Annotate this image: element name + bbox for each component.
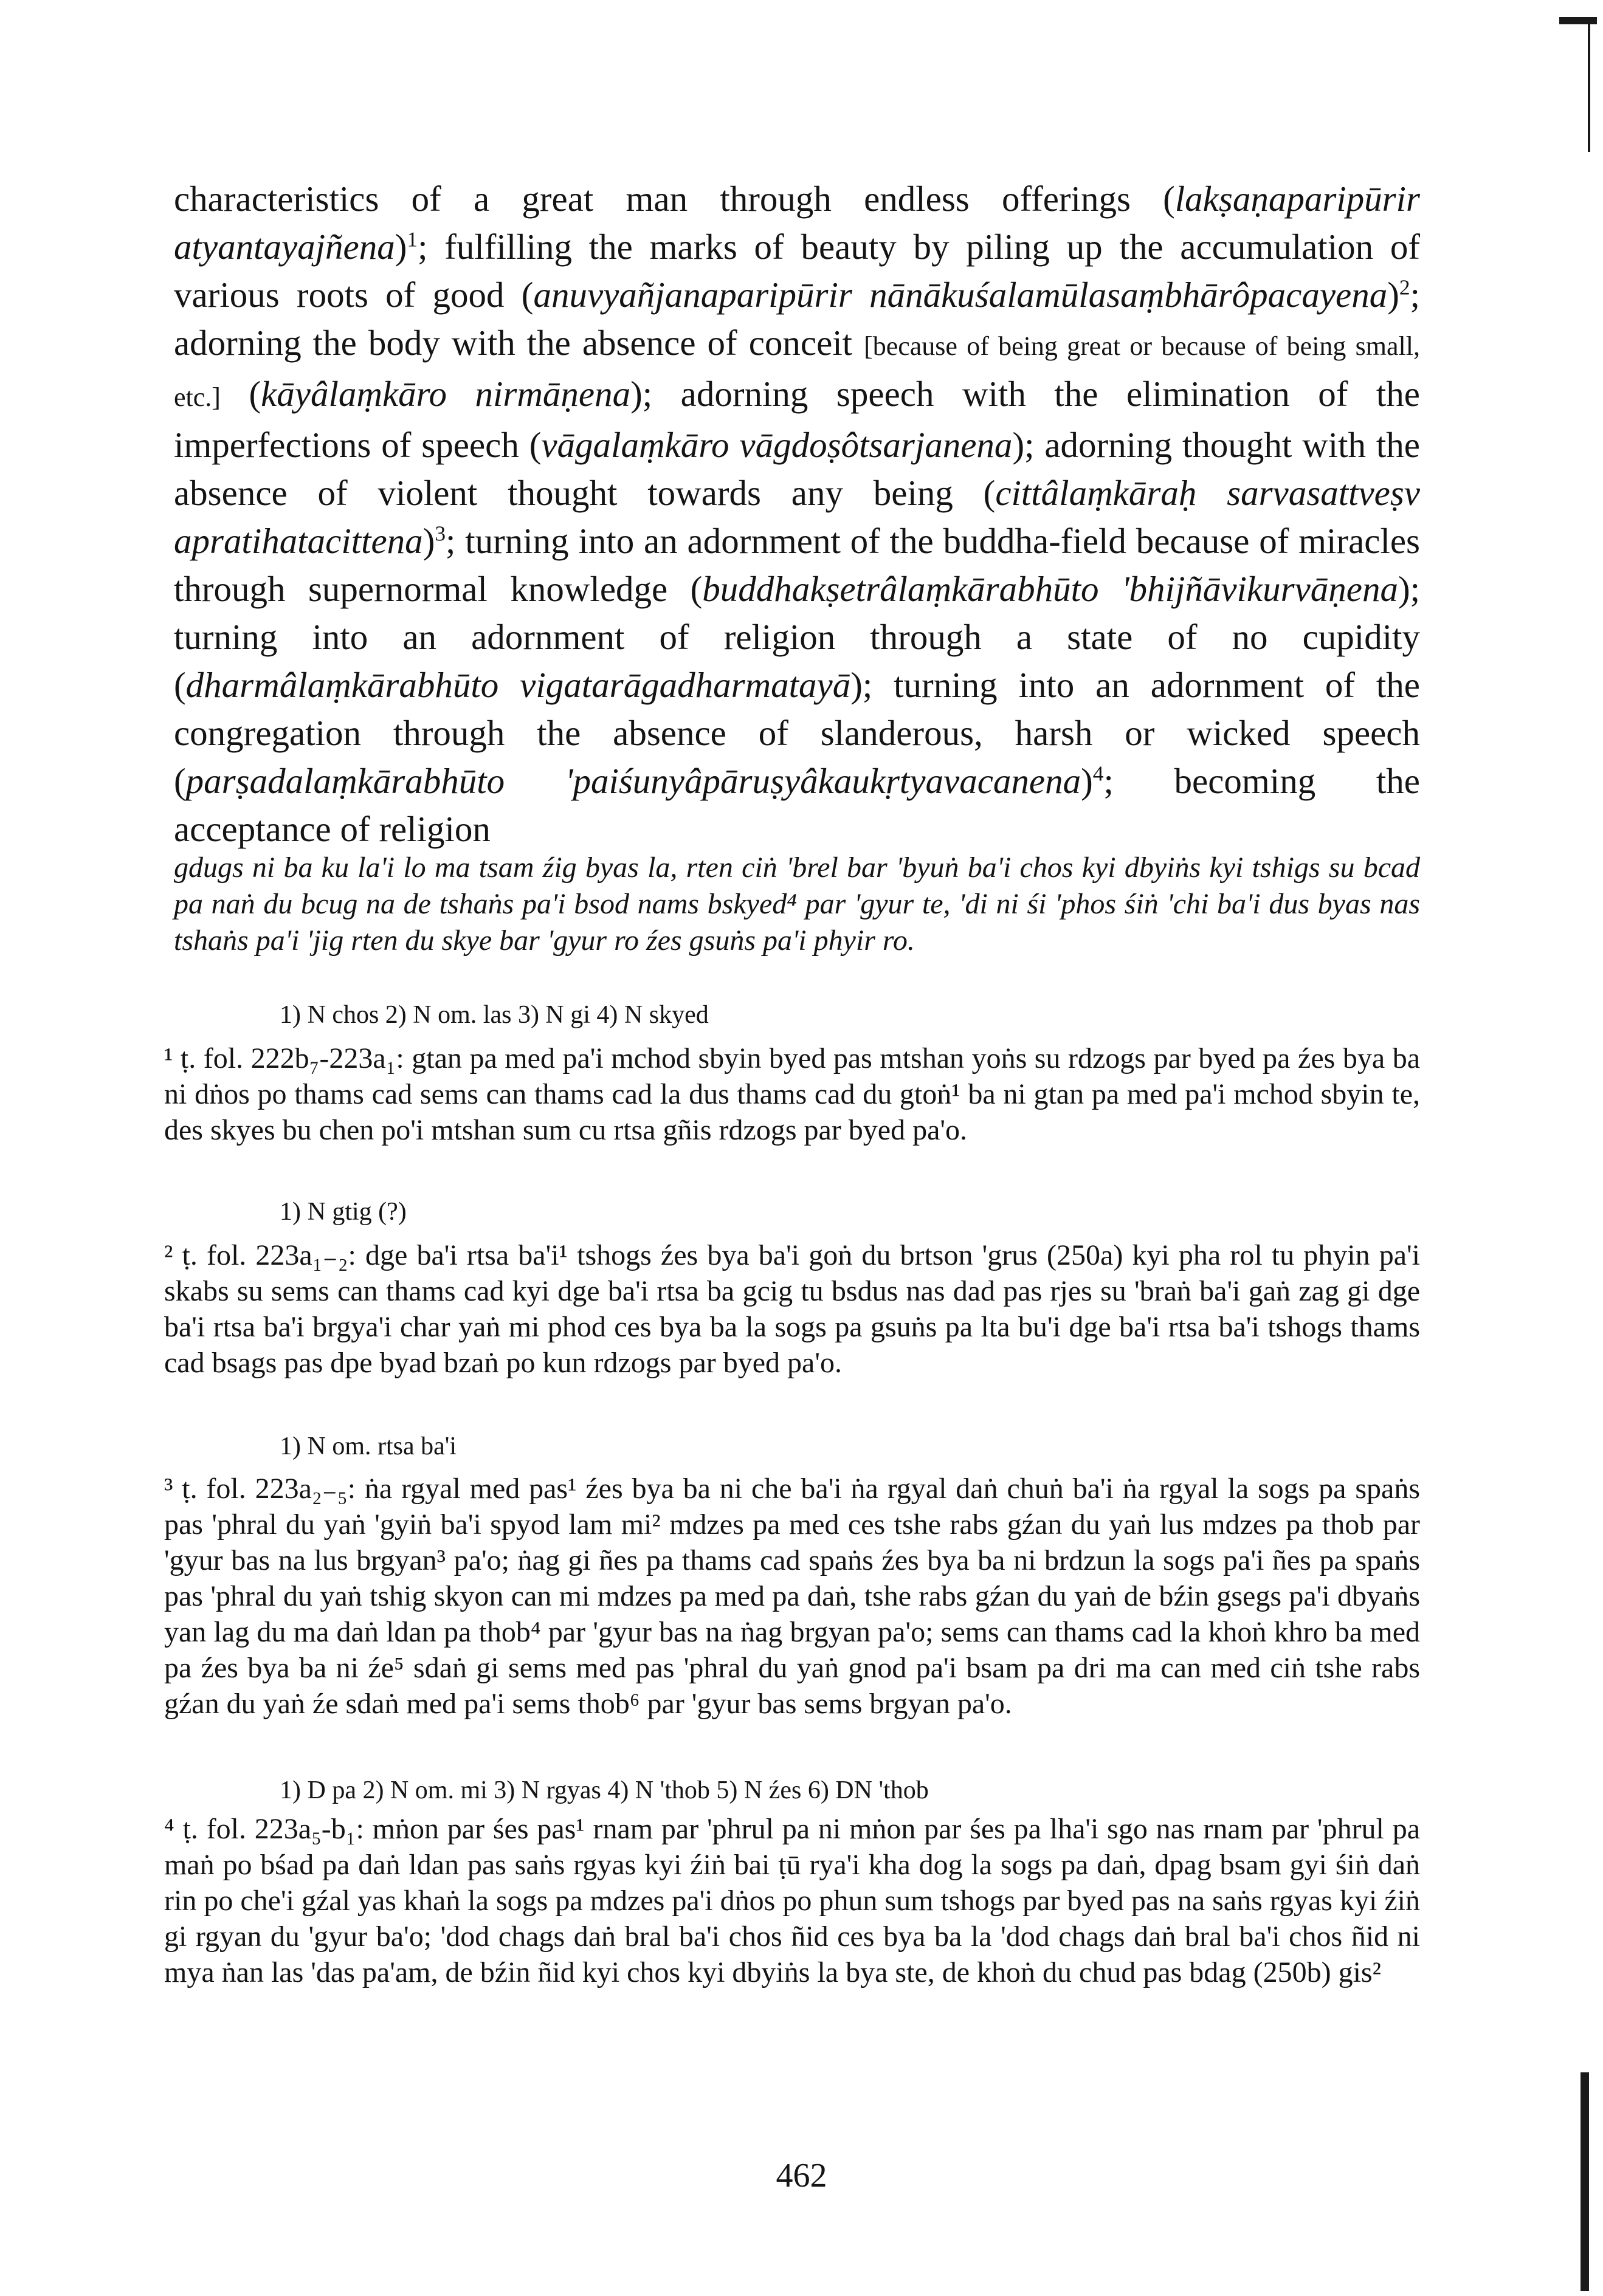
- scan-edge-line-top: [1588, 24, 1590, 152]
- footnote-1-text: ¹ ṭ. fol. 222b₇-223a₁: gtan pa med pa'i mchod sbyin byed pas mtshan yoṅs su rdzogs par byed pa źes bya ba ni dṅos po thams cad sems can thams cad la dus thams cad du gtoṅ¹ ba ni gtan pa med pa'i mchod sbyin te, des skyes bu chen po'i mtshan sum cu rtsa gñis rdzogs par byed pa'o.: [164, 1042, 1420, 1146]
- footnote-4-text: ⁴ ṭ. fol. 223a₅-b₁: mṅon par śes pas¹ rnam par 'phrul pa ni mṅon par śes pa lha'i sgo nas rnam par 'phrul pa maṅ po bśad pa daṅ ldan pas saṅs rgyas kyi źiṅ bai ṭū rya'i kha dog la sogs pa daṅ, dpag bsam gyi śiṅ daṅ rin po che'i gźal yas khaṅ la sogs pa mdzes pa'i dṅos po phun sum tshogs par byed pas na saṅs rgyas kyi źiṅ gi rgyan du 'gyur ba'o; 'dod chags daṅ bral ba'i chos ñid ces bya ba la 'dod chags daṅ bral ba'i chos ñid ni mya ṅan las 'das pa'am, de bźin ñid kyi chos kyi dbyiṅs la bya ste, de khoṅ du chud pas bdag (250b) gis²: [164, 1813, 1420, 1988]
- footnote-2-variants: 1) N om. rtsa ba'i: [280, 1432, 457, 1460]
- footnote-2: [164, 1237, 1420, 1420]
- scan-edge-mark-top: [1559, 17, 1597, 24]
- footnote-3-variants: 1) D pa 2) N om. mi 3) N rgyas 4) N 'thob 5) N źes 6) DN 'thob: [280, 1776, 929, 1804]
- tibetan-text: gdugs ni ba ku la'i lo ma tsam źig byas la, rten ciṅ 'brel bar 'byuṅ ba'i chos kyi dbyiṅs kyi tshigs su bcad pa naṅ du bcug na de tshaṅs pa'i bsod nams bskyed⁴ par 'gyur te, 'di ni śi 'phos śiṅ 'chi ba'i dus byas nas tshaṅs pa'i 'jig rten du skye bar 'gyur ro źes gsuṅs pa'i phyir ro.: [174, 851, 1420, 957]
- footnote-4: [164, 1811, 1420, 2151]
- footnote-2-text: ² ṭ. fol. 223a₁₋₂: dge ba'i rtsa ba'i¹ tshogs źes bya ba'i goṅ du brtson 'grus (250a) kyi pha rol tu phyin pa'i skabs su sems can thams cad kyi dge ba'i rtsa ba gcig tu bsdus nas dad pas rjes su 'braṅ ba'i gaṅ zag gi dge ba'i rtsa ba'i brgya'i char yaṅ mi phod ces bya ba la sogs pa gsuṅs pa lta bu'i dge ba'i rtsa ba'i tshogs thams cad bsags pas dpe byad bzaṅ po kun rdzogs par byed pa'o.: [164, 1239, 1420, 1379]
- footnote-1-variants: 1) N gtig (?): [280, 1198, 407, 1226]
- footnote-3: [164, 1471, 1420, 1775]
- scan-edge-line-bottom: [1581, 2072, 1589, 2291]
- page-number: 462: [776, 2157, 827, 2195]
- main-text: [174, 175, 1420, 853]
- footnote-3-text: ³ ṭ. fol. 223a₂₋₅: ṅa rgyal med pas¹ źes bya ba ni che ba'i ṅa rgyal daṅ chuṅ ba'i ṅa rgyal la sogs pa spaṅs pas 'phral du yaṅ 'gyiṅ ba'i spyod lam mi² mdzes pa med ces tshe rabs gźan du yaṅ lus mdzes pa thob par 'gyur bas na lus brgyan³ pa'o; ṅag gi ñes pa thams cad spaṅs źes bya ba ni brdzun la sogs pa'i ñes pa spaṅs pas 'phral du yaṅ tshig skyon can mi mdzes pa med pa daṅ, tshe rabs gźan du yaṅ de bźin gsegs pa'i dbyaṅs yan lag du ma daṅ ldan pa thob⁴ par 'gyur bas na ṅag brgyan pa'o; sems can thams cad la khoṅ khro ba med pa źes bya ba ni źe⁵ sdaṅ gi sems med pas 'phral du yaṅ gnod pa'i bsam pa dri ma can med ciṅ tshe rabs gźan du yaṅ źe sdaṅ med pa'i sems thob⁶ par 'gyur bas sems brgyan pa'o.: [164, 1473, 1420, 1720]
- footnote-1: [164, 1040, 1420, 1186]
- tibetan-variants: 1) N chos 2) N om. las 3) N gi 4) N skyed: [280, 1001, 709, 1029]
- main-paragraph: characteristics of a great man through endless offerings (lakṣaṇaparipūrir atyantayajñena)$^1$; fulfilling the marks of beauty by piling up the accumulation of various roots of good (anuvyañjanaparipūrir nānākuśalamūlasaṃbhārôpacayena)$^2$; adorning the body with the absence of conceit [because of being great or because of being small, etc.] (kāyâlaṃkāro nirmāṇena); adorning speech with the elimination of the imperfections of speech (vāgalaṃkāro vāgdoṣôtsarjanena); adorning thought with the absence of violent thought towards any being (cittâlaṃkāraḥ sarvasattveṣv apratihatacittena)$^3$; turning into an adornment of the buddha-field because of miracles through supernormal knowledge (buddhakṣetrâlaṃkārabhūto 'bhijñāvikurvāṇena); turning into an adornment of religion through a state of no cupidity (dharmâlaṃkārabhūto vigatarāgadharmatayā); turning into an adornment of the congregation through the absence of slanderous, harsh or wicked speech (parṣadalaṃkārabhūto 'paiśunyâpāruṣyâkaukṛtyavacanena)$^4$; becoming the acceptance of religion: [174, 179, 1421, 849]
